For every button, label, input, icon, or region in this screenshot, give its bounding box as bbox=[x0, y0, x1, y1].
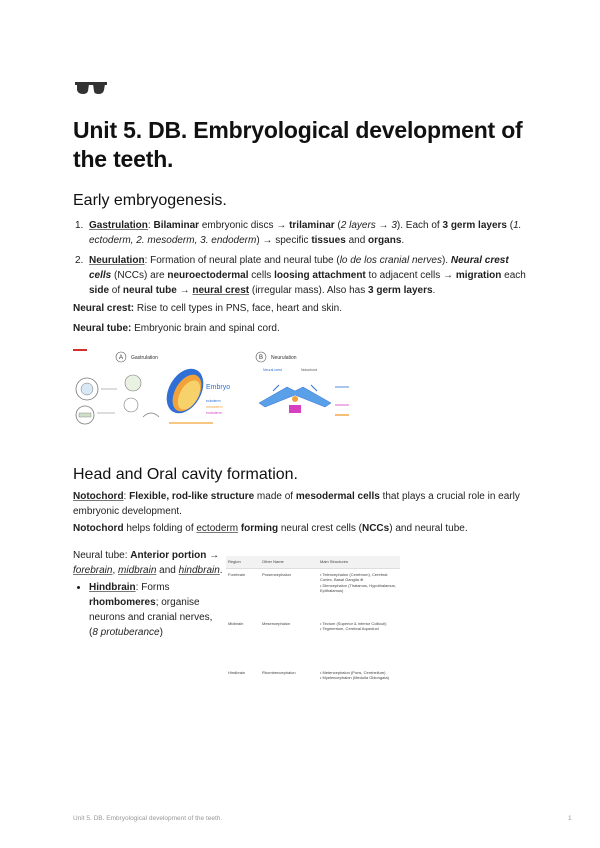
notochord-label: Notochord bbox=[301, 368, 318, 372]
endoderm-label: endoderm bbox=[206, 411, 222, 415]
sunglasses-icon bbox=[73, 80, 109, 96]
page-footer: Unit 5. DB. Embryological development of the teeth. bbox=[73, 815, 223, 822]
hindbrain-list bbox=[73, 580, 223, 640]
neural-crest-definition: Neural crest: Rise to cell types in PNS, face, heart and skin. bbox=[73, 303, 343, 314]
table-cell: Mesencephalon bbox=[262, 620, 291, 626]
section-heading-head-oral-cavity: Head and Oral cavity formation. bbox=[73, 466, 298, 483]
table-cell: Rhombencephalon bbox=[262, 669, 296, 675]
panel-a-title: Gastrulation bbox=[131, 355, 158, 361]
neural-tube-definition: Neural tube: Embryonic brain and spinal cord. bbox=[73, 323, 280, 334]
page-number: 1 bbox=[568, 815, 572, 822]
table-cell: Forebrain bbox=[228, 571, 246, 577]
embryology-figure bbox=[73, 347, 369, 433]
list-item-neurulation: 2. Neurulation: Formation of neural plate and neural tube (lo de los cranial nerves). Neural crest cells (NCCs) are neuroectodermal cells loosing attachment to adjacent cells → migration each side of neural tube → neural crest (irregular mass). Also has 3 germ layers. bbox=[75, 255, 526, 296]
notochord-definition: Notochord: Flexible, rod-like structure made of mesodermal cells that plays a crucial role in early embryonic development. bbox=[73, 491, 520, 517]
ectoderm-label: ectoderm bbox=[206, 399, 221, 403]
table-cell: • Metencephalon (Pons, Cerebellum) • Myelencephalon (Medulla Oblongata) bbox=[320, 669, 389, 680]
table-row bbox=[226, 568, 400, 618]
table-cell: Hindbrain bbox=[228, 669, 246, 675]
table-cell: • Tectum (Superior & Inferior Colliculi) • Tegmentum, Cerebral Aqueduct bbox=[320, 620, 387, 631]
neural-crest-label: Neural crest bbox=[263, 368, 282, 372]
panel-a-letter: A bbox=[118, 355, 124, 361]
table-header-row bbox=[226, 556, 400, 568]
embryogenesis-list bbox=[73, 218, 531, 303]
list-item-hindbrain: • Hindbrain: Forms rhombomeres; organise neurons and cranial nerves, (8 protuberance) bbox=[89, 580, 223, 640]
embryo-label: Embryo bbox=[206, 384, 231, 391]
section-heading-early-embryogenesis: Early embryogenesis. bbox=[73, 192, 227, 209]
list-item-gastrulation: 1. Gastrulation: Bilaminar embryonic discs → trilaminar (2 layers → 3). Each of 3 germ layers (1. ectoderm, 2. mesoderm, 3. endoderm) → specific tissues and organs. bbox=[75, 220, 522, 246]
table-cell: Midbrain bbox=[228, 620, 244, 626]
neural-tube-text: Neural tube: Anterior portion → forebrain, midbrain and hindbrain. bbox=[73, 550, 223, 576]
page-title: Unit 5. DB. Embryological development of the teeth. bbox=[73, 117, 523, 172]
neural-tube-column bbox=[73, 548, 223, 640]
table-row bbox=[226, 618, 400, 667]
column-header: Main Structures bbox=[318, 556, 400, 568]
table-cell: • Telencephalon (Cerebrum), Cerebral Cortex, Basal Ganglia ⊕ • Diencephalon (Thalamus, Hypothalamus, Epithalamus) bbox=[320, 571, 396, 593]
notochord-folding-text: Notochord helps folding of ectoderm forming neural crest cells (NCCs) and neural tube. bbox=[73, 523, 468, 534]
panel-b-letter: B bbox=[258, 355, 264, 361]
mesoderm-label: mesoderm bbox=[206, 405, 223, 409]
brain-regions-table bbox=[226, 556, 400, 716]
column-header: Other Name bbox=[260, 556, 318, 568]
table-cell: Prosencephalon bbox=[262, 571, 291, 577]
panel-b-title: Neurulation bbox=[271, 355, 297, 361]
table-row bbox=[226, 667, 400, 716]
column-header: Region bbox=[226, 556, 260, 568]
